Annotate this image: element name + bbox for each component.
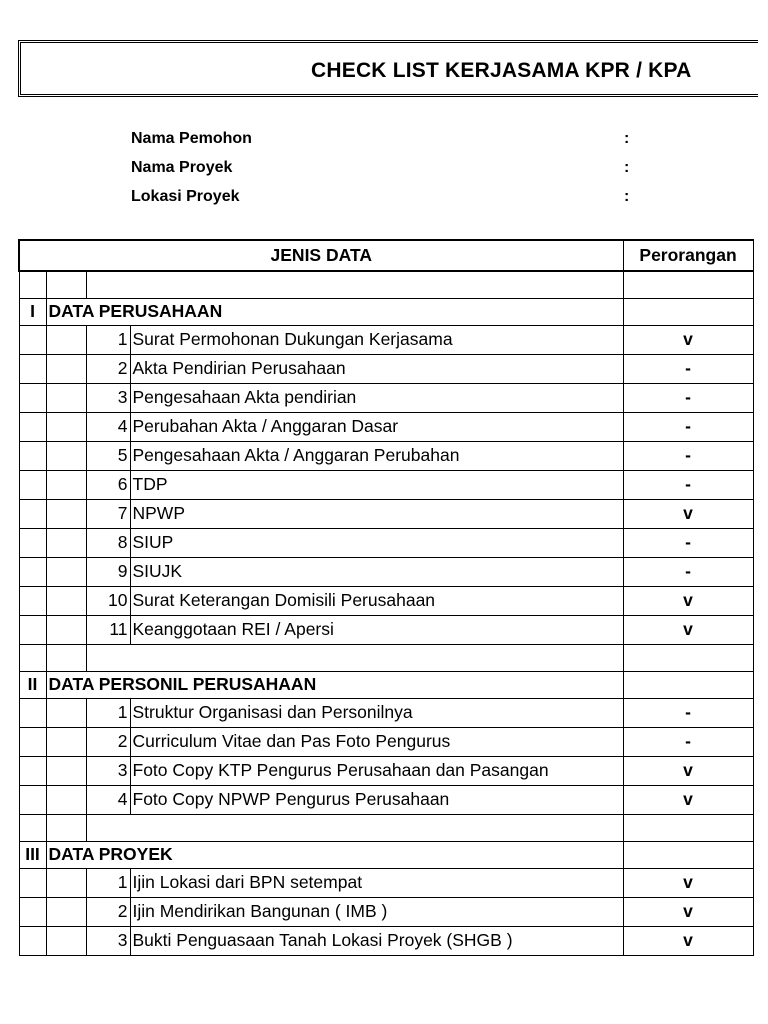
- table-row: [19, 785, 753, 814]
- spacer-cell: [46, 271, 86, 298]
- item-text: NPWP: [130, 499, 623, 528]
- section-row: [19, 298, 753, 325]
- table-header-row: [19, 240, 753, 271]
- title-box: [18, 40, 758, 97]
- section-title: DATA PROYEK: [46, 841, 623, 868]
- sub-cell: [46, 698, 86, 727]
- roman-cell: [19, 557, 46, 586]
- section-roman: I: [19, 298, 46, 325]
- roman-cell: [19, 727, 46, 756]
- roman-cell: [19, 586, 46, 615]
- spacer-row: [19, 644, 753, 671]
- item-mark: v: [623, 868, 753, 897]
- section-row: [19, 841, 753, 868]
- sub-cell: [46, 897, 86, 926]
- item-mark: -: [623, 470, 753, 499]
- table-row: [19, 615, 753, 644]
- table-row: [19, 586, 753, 615]
- item-mark: -: [623, 441, 753, 470]
- table-row: [19, 727, 753, 756]
- table-body: [19, 271, 753, 955]
- item-number: 2: [86, 354, 130, 383]
- item-text: Surat Keterangan Domisili Perusahaan: [130, 586, 623, 615]
- info-colon-nama-pemohon: :: [624, 130, 630, 147]
- sub-cell: [46, 325, 86, 354]
- item-number: 6: [86, 470, 130, 499]
- roman-cell: [19, 499, 46, 528]
- item-mark: v: [623, 615, 753, 644]
- roman-cell: [19, 868, 46, 897]
- info-colon-lokasi-proyek: :: [624, 188, 630, 205]
- roman-cell: [19, 354, 46, 383]
- sub-cell: [46, 528, 86, 557]
- item-number: 7: [86, 499, 130, 528]
- item-text: Perubahan Akta / Anggaran Dasar: [130, 412, 623, 441]
- item-number: 1: [86, 698, 130, 727]
- spacer-cell: [623, 644, 753, 671]
- table-row: [19, 470, 753, 499]
- item-number: 11: [86, 615, 130, 644]
- spacer-cell: [19, 814, 46, 841]
- sub-cell: [46, 727, 86, 756]
- table-row: [19, 868, 753, 897]
- table-row: [19, 926, 753, 955]
- item-mark: v: [623, 897, 753, 926]
- checklist-table: [18, 239, 754, 956]
- spacer-cell: [623, 271, 753, 298]
- roman-cell: [19, 897, 46, 926]
- sub-cell: [46, 499, 86, 528]
- spacer-cell: [623, 814, 753, 841]
- item-text: Foto Copy NPWP Pengurus Perusahaan: [130, 785, 623, 814]
- item-number: 2: [86, 727, 130, 756]
- sub-cell: [46, 383, 86, 412]
- item-text: Struktur Organisasi dan Personilnya: [130, 698, 623, 727]
- item-number: 5: [86, 441, 130, 470]
- spacer-cell: [19, 271, 46, 298]
- spacer-row: [19, 271, 753, 298]
- section-mark-cell: [623, 841, 753, 868]
- table-row: [19, 412, 753, 441]
- roman-cell: [19, 441, 46, 470]
- sub-cell: [46, 785, 86, 814]
- section-mark-cell: [623, 298, 753, 325]
- section-title: DATA PERSONIL PERUSAHAAN: [46, 671, 623, 698]
- table-row: [19, 897, 753, 926]
- item-mark: v: [623, 926, 753, 955]
- item-text: Ijin Lokasi dari BPN setempat: [130, 868, 623, 897]
- spacer-cell: [46, 814, 86, 841]
- section-roman: III: [19, 841, 46, 868]
- section-mark-cell: [623, 671, 753, 698]
- roman-cell: [19, 528, 46, 557]
- item-mark: v: [623, 586, 753, 615]
- spacer-cell: [46, 644, 86, 671]
- item-text: Curriculum Vitae dan Pas Foto Pengurus: [130, 727, 623, 756]
- item-text: Foto Copy KTP Pengurus Perusahaan dan Pasangan: [130, 756, 623, 785]
- spacer-cell: [86, 271, 623, 298]
- roman-cell: [19, 785, 46, 814]
- item-number: 1: [86, 325, 130, 354]
- table-row: [19, 528, 753, 557]
- item-number: 3: [86, 383, 130, 412]
- sub-cell: [46, 756, 86, 785]
- info-label-lokasi-proyek: Lokasi Proyek: [131, 188, 240, 205]
- spacer-row: [19, 814, 753, 841]
- table-row: [19, 441, 753, 470]
- item-mark: v: [623, 756, 753, 785]
- sub-cell: [46, 615, 86, 644]
- roman-cell: [19, 615, 46, 644]
- item-text: Pengesahaan Akta / Anggaran Perubahan: [130, 441, 623, 470]
- table-row: [19, 698, 753, 727]
- section-title: DATA PERUSAHAAN: [46, 298, 623, 325]
- item-mark: -: [623, 354, 753, 383]
- table-row: [19, 756, 753, 785]
- info-colon-nama-proyek: :: [624, 159, 630, 176]
- spacer-cell: [86, 814, 623, 841]
- table-row: [19, 383, 753, 412]
- header-perorangan: Perorangan: [623, 240, 753, 271]
- table-row: [19, 499, 753, 528]
- item-mark: -: [623, 698, 753, 727]
- item-text: Ijin Mendirikan Bangunan ( IMB ): [130, 897, 623, 926]
- table-row: [19, 325, 753, 354]
- item-mark: -: [623, 727, 753, 756]
- sub-cell: [46, 926, 86, 955]
- sub-cell: [46, 586, 86, 615]
- item-mark: -: [623, 412, 753, 441]
- table-row: [19, 354, 753, 383]
- item-number: 10: [86, 586, 130, 615]
- item-number: 3: [86, 926, 130, 955]
- section-row: [19, 671, 753, 698]
- spacer-cell: [86, 644, 623, 671]
- item-number: 4: [86, 412, 130, 441]
- roman-cell: [19, 325, 46, 354]
- roman-cell: [19, 698, 46, 727]
- item-mark: v: [623, 499, 753, 528]
- item-mark: -: [623, 557, 753, 586]
- item-text: SIUP: [130, 528, 623, 557]
- sub-cell: [46, 441, 86, 470]
- item-text: Akta Pendirian Perusahaan: [130, 354, 623, 383]
- roman-cell: [19, 756, 46, 785]
- item-number: 8: [86, 528, 130, 557]
- sub-cell: [46, 412, 86, 441]
- item-number: 3: [86, 756, 130, 785]
- item-mark: v: [623, 785, 753, 814]
- sub-cell: [46, 354, 86, 383]
- header-jenis-data: JENIS DATA: [19, 240, 623, 271]
- item-number: 1: [86, 868, 130, 897]
- sub-cell: [46, 868, 86, 897]
- document-title: CHECK LIST KERJASAMA KPR / KPA: [311, 59, 692, 82]
- item-mark: -: [623, 528, 753, 557]
- item-mark: -: [623, 383, 753, 412]
- roman-cell: [19, 926, 46, 955]
- item-text: Pengesahaan Akta pendirian: [130, 383, 623, 412]
- roman-cell: [19, 412, 46, 441]
- item-text: Keanggotaan REI / Apersi: [130, 615, 623, 644]
- item-text: TDP: [130, 470, 623, 499]
- sub-cell: [46, 557, 86, 586]
- roman-cell: [19, 383, 46, 412]
- section-roman: II: [19, 671, 46, 698]
- item-number: 9: [86, 557, 130, 586]
- table-row: [19, 557, 753, 586]
- roman-cell: [19, 470, 46, 499]
- spacer-cell: [19, 644, 46, 671]
- item-text: Bukti Penguasaan Tanah Lokasi Proyek (SHGB ): [130, 926, 623, 955]
- sub-cell: [46, 470, 86, 499]
- item-number: 4: [86, 785, 130, 814]
- item-number: 2: [86, 897, 130, 926]
- info-label-nama-pemohon: Nama Pemohon: [131, 130, 252, 147]
- item-text: SIUJK: [130, 557, 623, 586]
- item-mark: v: [623, 325, 753, 354]
- info-label-nama-proyek: Nama Proyek: [131, 159, 233, 176]
- item-text: Surat Permohonan Dukungan Kerjasama: [130, 325, 623, 354]
